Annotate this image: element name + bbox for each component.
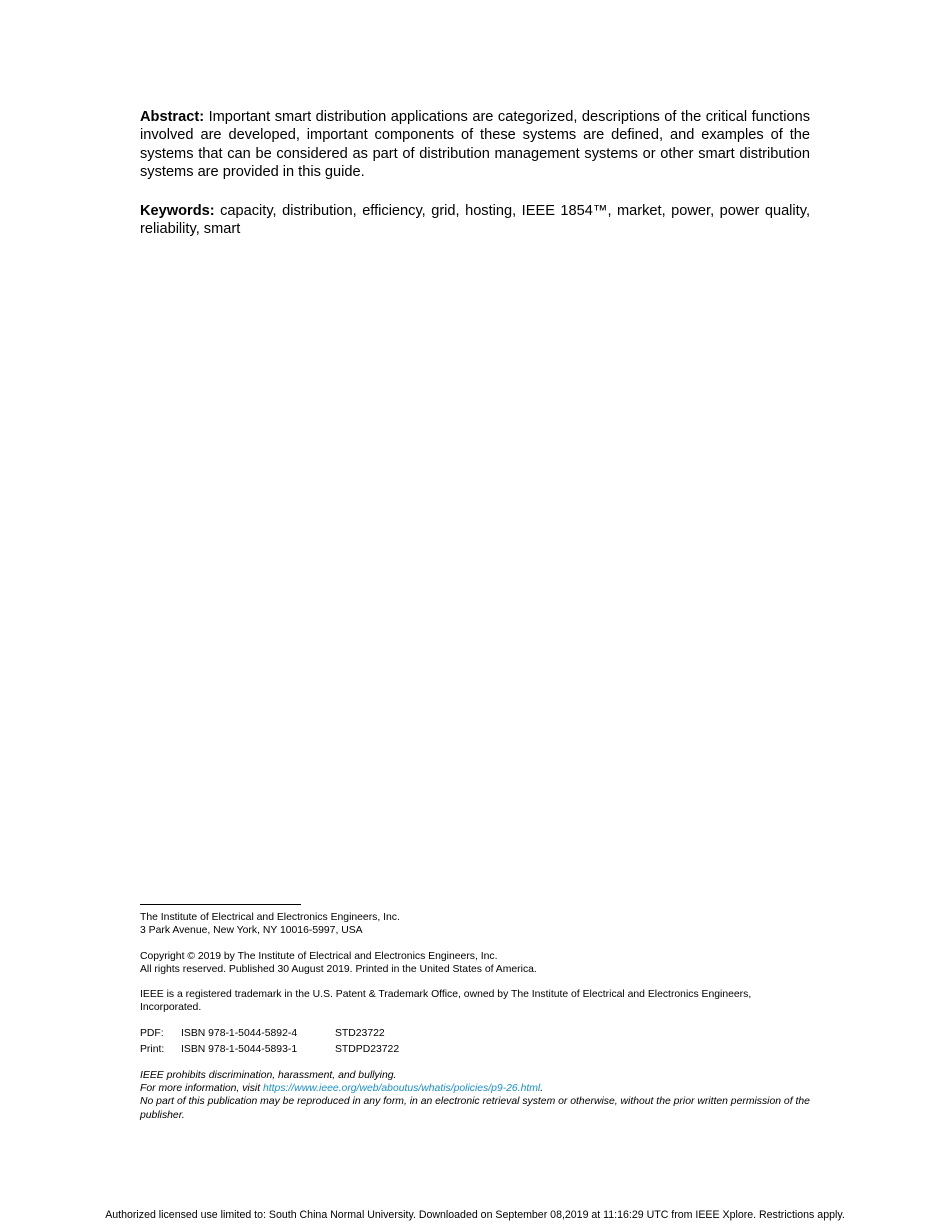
publisher-block (140, 911, 400, 937)
policy-block (140, 1069, 812, 1122)
abstract-label: Abstract: (140, 109, 205, 125)
license-footer: Authorized licensed use limited to: South China Normal University. Downloaded on September 08,2019 at 11:16:29 UTC from IEEE Xplore. Restrictions apply. (105, 1209, 845, 1221)
trademark-notice: IEEE is a registered trademark in the U.S. Patent & Trademark Office, owned by The Institute of Electrical and Electronics Engineers, Incorporated. (140, 989, 752, 1014)
std-number: STDPD23722 (335, 1044, 400, 1055)
isbn-number: ISBN 978-1-5044-5892-4 (181, 1028, 298, 1039)
rights-line: All rights reserved. Published 30 August 2019. Printed in the United States of America. (140, 964, 537, 976)
isbn-number: ISBN 978-1-5044-5893-1 (181, 1044, 298, 1055)
std-number: STD23722 (335, 1028, 385, 1039)
footnote-divider (140, 904, 301, 905)
publisher-address: 3 Park Avenue, New York, NY 10016-5997, USA (140, 925, 363, 937)
copyright-line: Copyright © 2019 by The Institute of Electrical and Electronics Engineers, Inc. (140, 951, 498, 962)
publisher-name: The Institute of Electrical and Electronics Engineers, Inc. (140, 912, 400, 923)
keywords-paragraph (140, 202, 810, 239)
keywords-text: capacity, distribution, efficiency, grid, hosting, IEEE 1854™, market, power, power quality, reliability, smart (140, 203, 810, 238)
abstract-paragraph (140, 108, 810, 182)
isbn-format: Print: (140, 1044, 165, 1055)
isbn-format: PDF: (140, 1028, 164, 1039)
policy-statement: IEEE prohibits discrimination, harassment, and bullying. (140, 1070, 397, 1081)
policy-link[interactable]: https://www.ieee.org/web/aboutus/whatis/policies/p9-26.html (263, 1083, 541, 1095)
reproduction-notice: No part of this publication may be reproduced in any form, in an electronic retrieval system or otherwise, without the prior written permission of the publisher. (140, 1096, 810, 1121)
abstract-text: Important smart distribution applications are categorized, descriptions of the critical functions involved are developed, important components of these systems are defined, and examples of the systems that can be considered as part of distribution management systems or other smart distribution systems are provided in this guide. (140, 109, 810, 181)
keywords-label: Keywords: (140, 203, 215, 219)
copyright-block (140, 950, 537, 976)
policy-more-suffix: . (540, 1083, 544, 1095)
policy-more-prefix: For more information, visit (140, 1083, 263, 1095)
